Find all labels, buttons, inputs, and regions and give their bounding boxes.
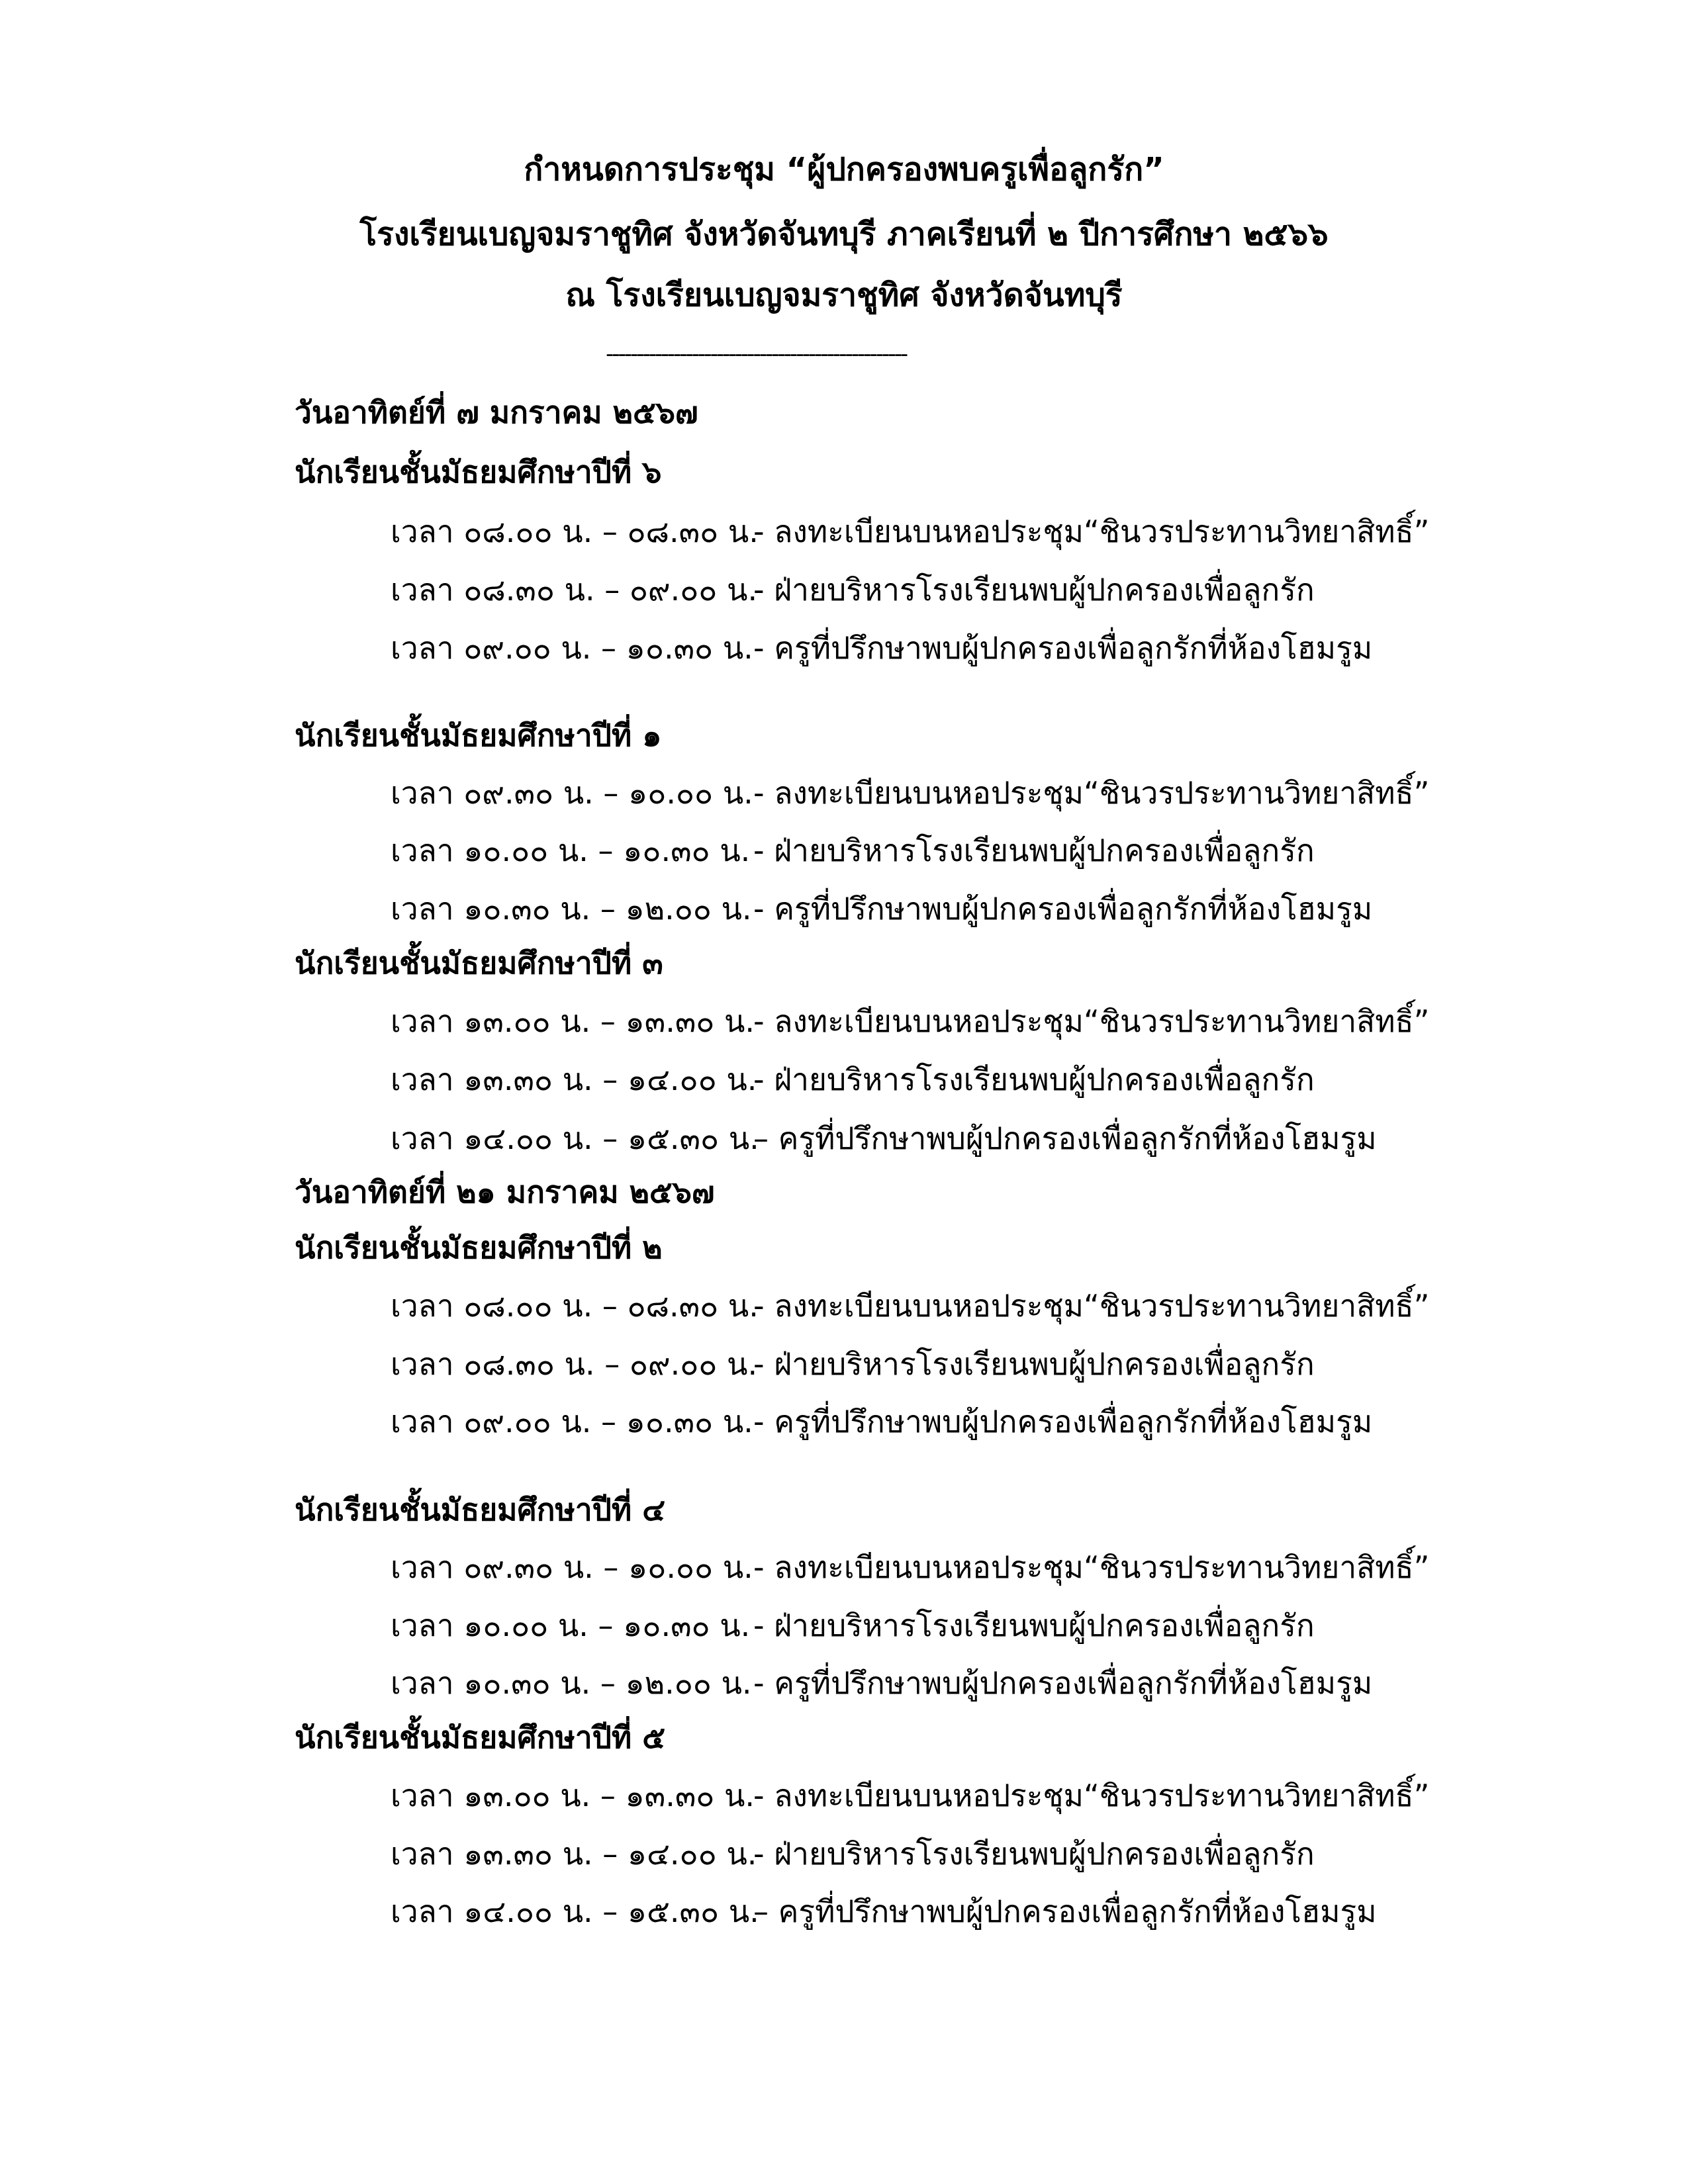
schedule-row: [391, 1665, 1373, 1701]
time-range: เวลา ๐๘.๓๐ น. – ๐๙.๐๐ น.: [391, 1346, 758, 1382]
schedule-row: [391, 1346, 1315, 1382]
activity-description: - ลงทะเบียนบนหอประชุม“ชินวรประทานวิทยาสิทธิ์”: [753, 1778, 1430, 1813]
activity-description: - ลงทะเบียนบนหอประชุม“ชินวรประทานวิทยาสิทธิ์”: [753, 775, 1430, 811]
schedule-row: [391, 1610, 1315, 1641]
document-subtitle-school: โรงเรียนเบญจมราชูทิศ จังหวัดจันทบุรี ภาคเรียนที่ ๒ ปีการศึกษา ๒๕๖๖: [359, 216, 1329, 253]
activity-description: - ครูที่ปรึกษาพบผู้ปกครองเพื่อลูกรักที่ห้องโฮมรูม: [753, 1665, 1373, 1701]
time-range: เวลา ๐๘.๓๐ น. – ๐๙.๐๐ น.: [391, 572, 758, 608]
grade-heading: นักเรียนชั้นมัธยมศึกษาปีที่ ๒: [295, 1230, 663, 1265]
schedule-row: [391, 1836, 1315, 1872]
time-range: เวลา ๑๔.๐๐ น. – ๑๕.๓๐ น.: [391, 1120, 759, 1156]
activity-description: – ครูที่ปรึกษาพบผู้ปกครองเพื่อลูกรักที่ห้องโฮมรูม: [753, 1893, 1377, 1929]
grade-heading: นักเรียนชั้นมัธยมศึกษาปีที่ ๑: [295, 717, 662, 753]
schedule-row: [391, 1549, 1430, 1585]
time-range: เวลา ๑๔.๐๐ น. – ๑๕.๓๐ น.: [391, 1893, 759, 1929]
grade-heading: นักเรียนชั้นมัธยมศึกษาปีที่ ๕: [295, 1719, 666, 1755]
schedule-row: [391, 835, 1315, 866]
schedule-row: [391, 630, 1373, 666]
activity-description: - ลงทะเบียนบนหอประชุม“ชินวรประทานวิทยาสิทธิ์”: [753, 1549, 1430, 1585]
day-heading: วันอาทิตย์ที่ ๗ มกราคม ๒๕๖๗: [295, 394, 698, 430]
activity-description: - ครูที่ปรึกษาพบผู้ปกครองเพื่อลูกรักที่ห้องโฮมรูม: [753, 1404, 1373, 1439]
activity-description: - ลงทะเบียนบนหอประชุม“ชินวรประทานวิทยาสิทธิ์”: [753, 1003, 1430, 1039]
schedule-row: [391, 891, 1373, 927]
activity-description: - ครูที่ปรึกษาพบผู้ปกครองเพื่อลูกรักที่ห้องโฮมรูม: [753, 630, 1373, 666]
activity-description: – ครูที่ปรึกษาพบผู้ปกครองเพื่อลูกรักที่ห้องโฮมรูม: [753, 1120, 1377, 1156]
activity-description: - ฝ่ายบริหารโรงเรียนพบผู้ปกครองเพื่อลูกรัก: [753, 572, 1315, 608]
schedule-row: [391, 516, 1429, 547]
time-range: เวลา ๐๙.๓๐ น. – ๑๐.๐๐ น.: [391, 1549, 753, 1585]
activity-description: - ฝ่ายบริหารโรงเรียนพบผู้ปกครองเพื่อลูกรัก: [753, 1608, 1315, 1643]
schedule-row: [391, 1120, 1377, 1156]
schedule-row: [391, 1780, 1429, 1811]
activity-description: - ลงทะเบียนบนหอประชุม“ชินวรประทานวิทยาสิทธิ์”: [753, 1288, 1430, 1324]
schedule-row: [391, 775, 1430, 811]
time-range: เวลา ๐๙.๐๐ น. – ๑๐.๓๐ น.: [391, 1404, 753, 1439]
time-range: เวลา ๑๓.๓๐ น. – ๑๔.๐๐ น.: [391, 1062, 757, 1097]
grade-heading: นักเรียนชั้นมัธยมศึกษาปีที่ ๓: [295, 945, 663, 981]
time-range: เวลา ๑๐.๐๐ น. – ๑๐.๓๐ น.: [391, 833, 751, 868]
time-range: เวลา ๑๐.๓๐ น. – ๑๒.๐๐ น.: [391, 1665, 752, 1701]
grade-heading: นักเรียนชั้นมัธยมศึกษาปีที่ ๖: [295, 454, 662, 490]
time-range: เวลา ๑๓.๓๐ น. – ๑๔.๐๐ น.: [391, 1836, 757, 1872]
divider-line: -------------------------------------------------: [606, 343, 907, 365]
schedule-row: [391, 1406, 1372, 1437]
time-range: เวลา ๐๘.๐๐ น. – ๐๘.๓๐ น.: [391, 1288, 759, 1324]
time-range: เวลา ๑๓.๐๐ น. – ๑๓.๓๐ น.: [391, 1003, 755, 1039]
time-range: เวลา ๑๐.๓๐ น. – ๑๒.๐๐ น.: [391, 891, 752, 927]
time-range: เวลา ๐๙.๓๐ น. – ๑๐.๐๐ น.: [391, 775, 753, 811]
schedule-row: [391, 1288, 1430, 1324]
time-range: เวลา ๐๘.๐๐ น. – ๐๘.๓๐ น.: [391, 514, 759, 549]
time-range: เวลา ๑๐.๐๐ น. – ๑๐.๓๐ น.: [391, 1608, 751, 1643]
document-subtitle-venue: ณ โรงเรียนเบญจมราชูทิศ จังหวัดจันทบุรี: [565, 277, 1123, 314]
activity-description: - ลงทะเบียนบนหอประชุม“ชินวรประทานวิทยาสิทธิ์”: [753, 514, 1430, 549]
schedule-row: [391, 1003, 1430, 1039]
time-range: เวลา ๑๓.๐๐ น. – ๑๓.๓๐ น.: [391, 1778, 755, 1813]
schedule-row: [391, 572, 1315, 608]
schedule-row: [391, 1064, 1315, 1095]
document-title: กำหนดการประชุม “ผู้ปกครองพบครูเพื่อลูกรัก”: [524, 151, 1164, 188]
activity-description: - ครูที่ปรึกษาพบผู้ปกครองเพื่อลูกรักที่ห้องโฮมรูม: [753, 891, 1373, 927]
time-range: เวลา ๐๙.๐๐ น. – ๑๐.๓๐ น.: [391, 630, 753, 666]
activity-description: - ฝ่ายบริหารโรงเรียนพบผู้ปกครองเพื่อลูกรัก: [753, 1346, 1315, 1382]
activity-description: - ฝ่ายบริหารโรงเรียนพบผู้ปกครองเพื่อลูกรัก: [753, 1062, 1315, 1097]
activity-description: - ฝ่ายบริหารโรงเรียนพบผู้ปกครองเพื่อลูกรัก: [753, 833, 1315, 868]
activity-description: - ฝ่ายบริหารโรงเรียนพบผู้ปกครองเพื่อลูกรัก: [753, 1836, 1315, 1872]
schedule-row: [391, 1893, 1377, 1929]
day-heading: วันอาทิตย์ที่ ๒๑ มกราคม ๒๕๖๗: [295, 1174, 715, 1210]
grade-heading: นักเรียนชั้นมัธยมศึกษาปีที่ ๔: [295, 1492, 666, 1527]
